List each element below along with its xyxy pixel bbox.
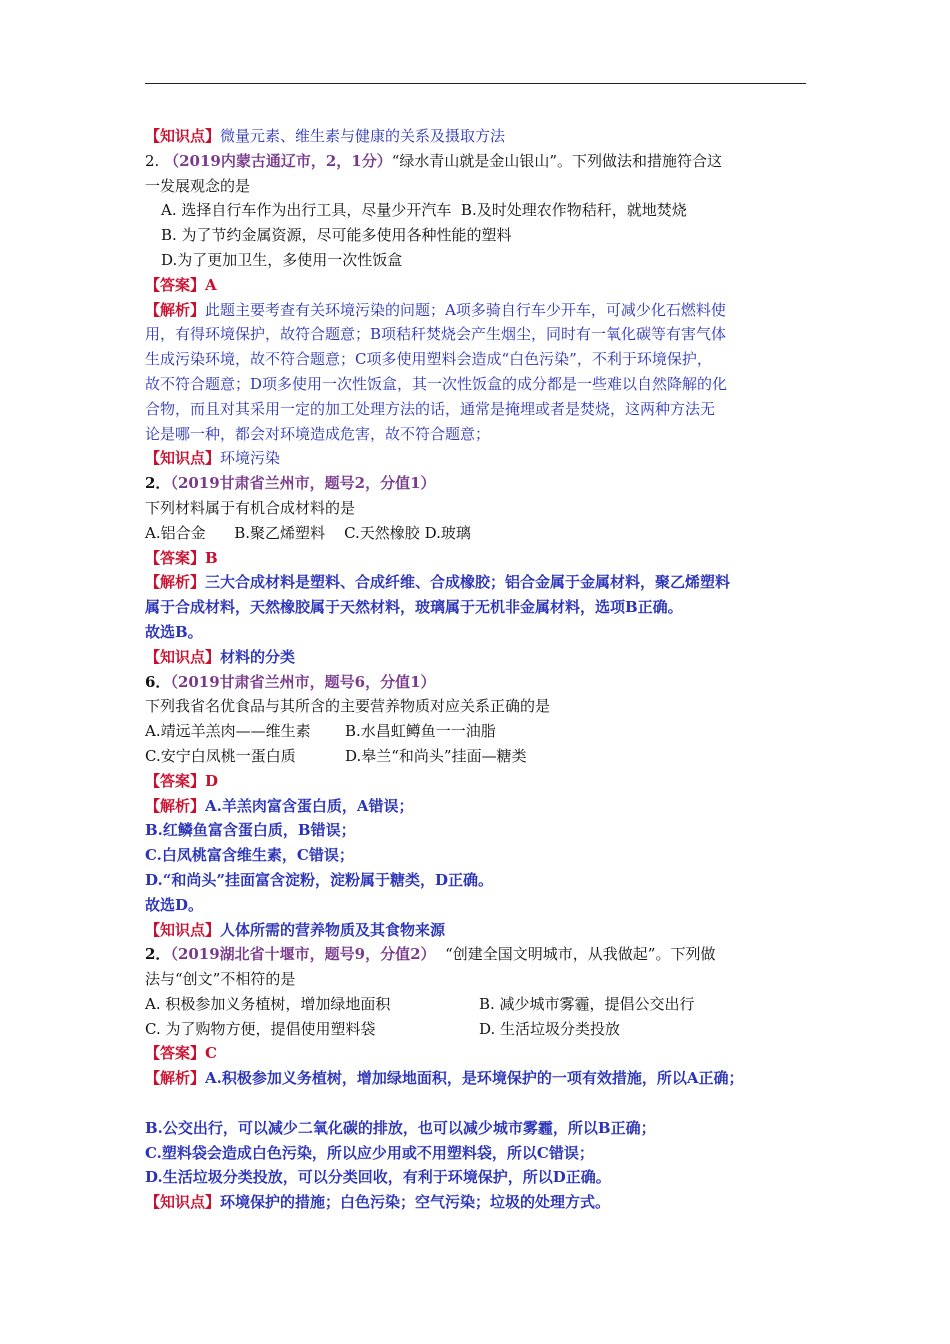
q2-stem-cont: 一发展观念的是 xyxy=(145,176,251,195)
q3-stem: 下列材料属于有机合成材料的是 xyxy=(145,498,356,517)
q2-analysis-5: 合物，而且对其采用一定的加工处理方法的话，通常是掩埋或者是焚烧，这两种方法无 xyxy=(145,399,716,418)
q2-analysis-3: 生成污染环境，故不符合题意；C项多使用塑料会造成“白色污染”，不利于环境保护， xyxy=(145,350,712,369)
q2-option-d: D.为了更加卫生，多使用一次性饭盒 xyxy=(161,250,403,269)
q2-options-ab: A. 选择自行车作为出行工具，尽量少开汽车 B.及时处理农作物秸秆，就地焚烧 xyxy=(161,201,687,220)
q4-analysis-5: 故选D。 xyxy=(145,895,204,914)
q4-options-cd: C.安宁白凤桃一蛋白质 D.皋兰“和尚头”挂面—糖类 xyxy=(145,746,527,765)
q3-header: 2．（2019甘肃省兰州市，题号2，分值1） xyxy=(145,474,436,493)
q2-knowledge-point: 【知识点】环境污染 xyxy=(145,449,281,468)
q4-header: 6．（2019甘肃省兰州市，题号6，分值1） xyxy=(145,672,436,691)
q5-options-cd: C. 为了购物方便，提倡使用塑料袋 D. 生活垃圾分类投放 xyxy=(145,1019,621,1038)
q5-analysis-2: B.公交出行，可以减少二氧化碳的排放，也可以减少城市雾霾，所以B正确； xyxy=(145,1118,656,1137)
document-page xyxy=(145,124,815,1215)
q3-analysis-3: 故选B。 xyxy=(145,622,203,641)
q2-stem: 2. （2019内蒙古通辽市，2，1分）“绿水青山就是金山银山”。下列做法和措施符合这 xyxy=(145,151,723,170)
q4-knowledge-point: 【知识点】人体所需的营养物质及其食物来源 xyxy=(145,920,446,939)
q5-options-ab: A. 积极参加义务植树，增加绿地面积 B. 减少城市雾霾，提倡公交出行 xyxy=(145,994,695,1013)
q5-analysis-4: D.生活垃圾分类投放，可以分类回收，有利于环境保护，所以D正确。 xyxy=(145,1168,611,1187)
q3-analysis-1: 【解析】三大合成材料是塑料、合成纤维、合成橡胶；铝合金属于金属材料，聚乙烯塑料 xyxy=(145,573,731,592)
header-rule xyxy=(145,83,806,84)
q3-options: A.铝合金 B.聚乙烯塑料 C.天然橡胶 D.玻璃 xyxy=(145,523,471,542)
q5-stem-cont: 法与“创文”不相符的是 xyxy=(145,970,296,989)
q5-analysis-3: C.塑料袋会造成白色污染，所以应少用或不用塑料袋，所以C错误； xyxy=(145,1143,594,1162)
q2-analysis-6: 论是哪一种，都会对环境造成危害，故不符合题意； xyxy=(145,424,491,443)
q4-stem: 下列我省名优食品与其所含的主要营养物质对应关系正确的是 xyxy=(145,697,551,716)
q2-analysis-2: 用，有得环境保护，故符合题意；B项秸秆焚烧会产生烟尘，同时有一氧化碳等有害气体 xyxy=(145,325,727,344)
q3-knowledge-point: 【知识点】材料的分类 xyxy=(145,647,296,666)
q5-answer: 【答案】C xyxy=(145,1044,217,1063)
q3-analysis-2: 属于合成材料，天然橡胶属于天然材料，玻璃属于无机非金属材料，选项B正确。 xyxy=(145,598,683,617)
q4-analysis-3: C.白凤桃富含维生素，C错误； xyxy=(145,846,354,865)
q2-option-c: B. 为了节约金属资源，尽可能多使用各种性能的塑料 xyxy=(161,226,512,245)
q4-analysis-4: D.“和尚头”挂面富含淀粉，淀粉属于糖类，D正确。 xyxy=(145,870,493,889)
q2-analysis-4: 故不符合题意；D项多使用一次性饭盒，其一次性饭盒的成分都是一些难以自然降解的化 xyxy=(145,374,728,393)
q4-answer: 【答案】D xyxy=(145,771,219,790)
q4-analysis-1: 【解析】A.羊羔肉富含蛋白质，A错误； xyxy=(145,796,414,815)
q5-knowledge-point: 【知识点】环境保护的措施；白色污染；空气污染；垃圾的处理方式。 xyxy=(145,1193,611,1212)
q5-analysis-1: 【解析】A.积极参加义务植树，增加绿地面积，是环境保护的一项有效措施，所以A正确； xyxy=(145,1069,744,1088)
q3-answer: 【答案】B xyxy=(145,548,218,567)
q4-options-ab: A.靖远羊羔肉——维生素 B.水昌虹鳟鱼一一油脂 xyxy=(145,722,496,741)
q5-stem: 2．（2019湖北省十堰市，题号9，分值2） “创建全国文明城市，从我做起”。下列做 xyxy=(145,945,716,964)
q1-knowledge-point: 【知识点】微量元素、维生素与健康的关系及摄取方法 xyxy=(145,127,506,145)
q4-analysis-2: B.红鳞鱼富含蛋白质，B错误； xyxy=(145,821,356,840)
q2-analysis-1: 【解析】此题主要考查有关环境污染的问题；A项多骑自行车少开车，可减少化石燃料使 xyxy=(145,300,726,319)
q2-answer: 【答案】A xyxy=(145,275,217,294)
blank-line xyxy=(145,1091,815,1116)
